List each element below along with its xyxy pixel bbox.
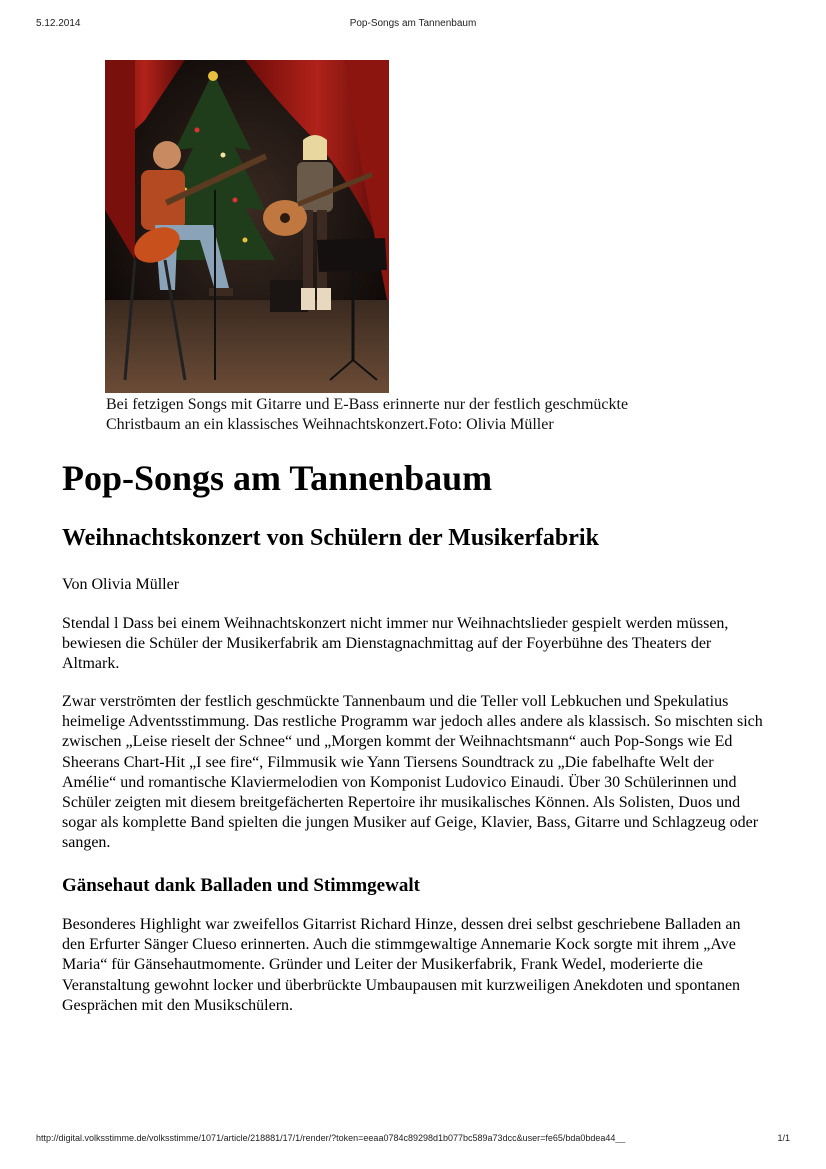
article-byline: Von Olivia Müller	[62, 576, 180, 593]
article-subheadline: Weihnachtskonzert von Schülern der Musikerfabrik	[62, 525, 599, 551]
concert-photo-icon	[105, 60, 389, 393]
article-paragraph: Besonderes Highlight war zweifellos Gitarrist Richard Hinze, dessen drei selbst geschriebene Balladen an den Erfurter Sänger Clueso erinnerten. Auch die stimmgewaltige Annemarie Kock sorgte mit ihrem „Ave Maria“ für Gänsehautmomente. Gründer und Leiter der Musikerfabrik, Frank Wedel, moderierte die Veranstaltung gewohnt locker und überbrückte Umbaupausen mit kurzweiligen Anekdoten und spontanen Gesprächen mit den Musikschülern.	[62, 916, 741, 1014]
section-heading: Gänsehaut dank Balladen und Stimmgewalt	[62, 875, 420, 896]
photo-caption-line: Bei fetzigen Songs mit Gitarre und E-Bass erinnerte nur der festlich geschmückte	[106, 396, 629, 413]
print-title: Pop-Songs am Tannenbaum	[349, 18, 477, 29]
photo-caption-line: Christbaum an ein klassisches Weihnachtskonzert.Foto: Olivia Müller	[106, 416, 554, 433]
print-page-number: 1/1	[777, 1133, 790, 1143]
photo-caption	[106, 395, 746, 435]
article-paragraph: Stendal l Dass bei einem Weihnachtskonzert nicht immer nur Weihnachtslieder gespielt werden müssen, bewiesen die Schüler der Musikerfabrik am Dienstagnachmittag auf der Foyerbühne des Theaters der Altmark.	[62, 615, 729, 673]
article-paragraph: Zwar verströmten der festlich geschmückte Tannenbaum und die Teller voll Lebkuchen und Spekulatius heimelige Adventsstimmung. Das restliche Programm war jedoch alles andere als klassisch. So mischten sich zwischen „Leise rieselt der Schnee“ und „Morgen kommt der Weihnachtsmann“ auch Pop-Songs wie Ed Sheerans Chart-Hit „I see fire“, Filmmusik wie Yann Tiersens Soundtrack zu „Die fabelhafte Welt der Amélie“ und romantische Klaviermelodien von Komponist Ludovico Einaudi. Über 30 Schülerinnen und Schüler zeigten mit diesem breitgefächerten Repertoire ihr musikalisches Können. Als Solisten, Duos und sogar als komplette Band spielten die jungen Musiker auf Geige, Klavier, Bass, Gitarre und Schlagzeug oder sangen.	[62, 693, 763, 852]
article-headline: Pop-Songs am Tannenbaum	[62, 458, 493, 498]
concert-photo	[105, 60, 389, 393]
print-date: 5.12.2014	[36, 18, 81, 29]
print-url: http://digital.volksstimme.de/volksstimme/1071/article/218881/17/1/render/?token=eeaa0784c89298d1b077bc589a73dcc&user=fe65/bda0bdea44__	[36, 1133, 626, 1143]
